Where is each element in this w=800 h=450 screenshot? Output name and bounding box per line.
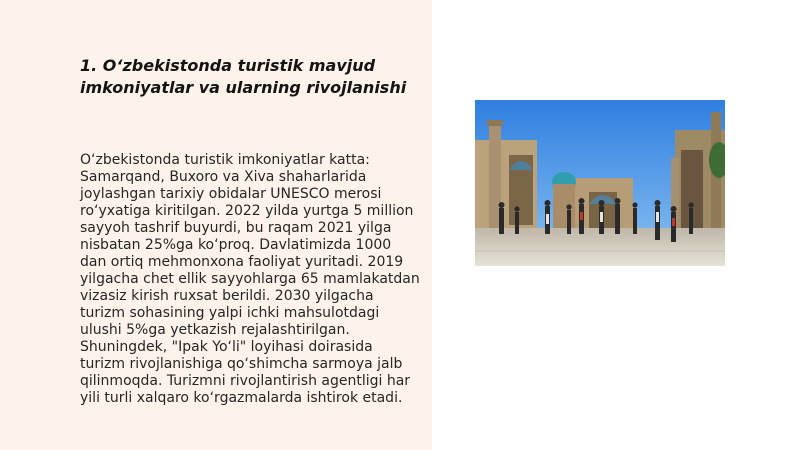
registan-photo	[475, 100, 725, 266]
slide-heading: 1. O‘zbekistonda turistik mavjud imkoniyatlar va ularning rivojlanishi	[80, 56, 407, 97]
slide-body-text: O‘zbekistonda turistik imkoniyatlar katta: Samarqand, Buxoro va Xiva shaharlarida joylashgan tarixiy obidalar UNESCO merosi ro‘yxatiga kiritilgan. 2022 yilda yurtga 5 million sayyoh tashrif buyurdi, bu raqam 2021 yilga nisbatan 25%ga ko‘proq. Davlatimizda 1000 dan ortiq mehmonxona faoliyat yuritadi. 2019 yilgacha chet ellik sayyohlarga 65 mamlakatdan vizasiz kirish ruxsat berildi. 2030 yilgacha turizm sohasining yalpi ichki mahsulotdagi ulushi 5%ga yetkazish rejalashtirilgan. Shuningdek, "Ipak Yo‘li" loyihasi doirasida turizm rivojlanishiga qo‘shimcha sarmoya jalb qilinmoqda. Turizmni rivojlantirish agentligi har yili turli xalqaro ko‘rgazmalarda ishtirok etadi.	[80, 152, 420, 406]
